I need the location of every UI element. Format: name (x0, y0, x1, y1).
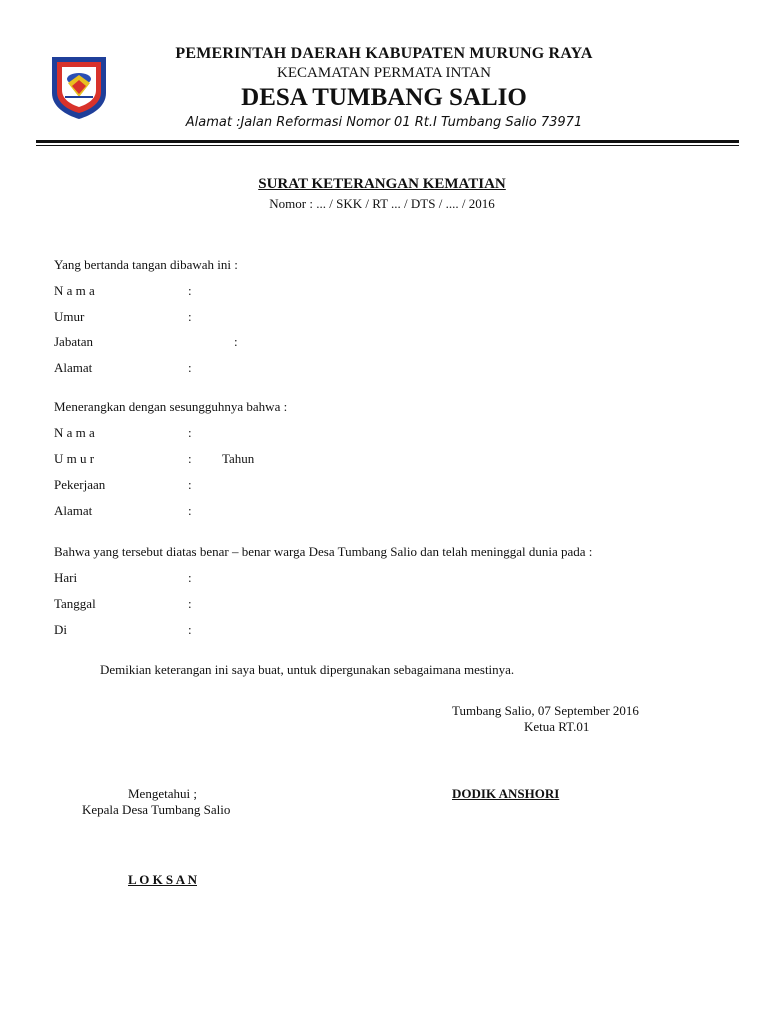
header-divider-thin (36, 145, 739, 146)
section2-label-nama: N a m a (54, 425, 95, 440)
section2-label-umur: U m u r (54, 451, 95, 466)
section3-intro: Bahwa yang tersebut diatas benar – benar warga Desa Tumbang Salio dan telah meninggal dunia pada : (54, 544, 593, 559)
letter-title: SURAT KETERANGAN KEMATIAN (258, 176, 506, 192)
section1-label-alamat: Alamat (54, 360, 93, 375)
letter-number: Nomor : ... / SKK / RT ... / DTS / .... / 2016 (269, 196, 495, 211)
section1-label-jabatan: Jabatan (54, 334, 93, 349)
section3-colon: : (188, 596, 192, 611)
signer-role-village-head: Kepala Desa Tumbang Salio (82, 802, 231, 817)
section1-colon: : (188, 309, 192, 324)
section2-label-alamat: Alamat (54, 503, 93, 518)
place-and-date: Tumbang Salio, 07 September 2016 (452, 703, 639, 718)
signer-name-rt: DODIK ANSHORI (452, 786, 560, 801)
section2-umur-unit: Tahun (222, 451, 255, 466)
section3-label-di: Di (54, 622, 67, 637)
section2-colon: : (188, 503, 192, 518)
section2-label-pekerjaan: Pekerjaan (54, 477, 106, 492)
section3-label-tanggal: Tanggal (54, 596, 96, 611)
section3-colon: : (188, 622, 192, 637)
section2-colon: : (188, 451, 192, 466)
section2-intro: Menerangkan dengan sesungguhnya bahwa : (54, 399, 288, 414)
section2-colon: : (188, 477, 192, 492)
section1-intro: Yang bertanda tangan dibawah ini : (54, 257, 238, 272)
section2-colon: : (188, 425, 192, 440)
section1-label-umur: Umur (54, 309, 85, 324)
village-name: DESA TUMBANG SALIO (241, 84, 527, 111)
header-divider-thick (36, 140, 739, 143)
section3-label-hari: Hari (54, 570, 78, 585)
signer-name-village-head: L O K S A N (128, 872, 197, 887)
section1-label-nama: N a m a (54, 283, 95, 298)
closing-statement: Demikian keterangan ini saya buat, untuk dipergunakan sebagaimana mestinya. (100, 662, 515, 677)
government-line: PEMERINTAH DAERAH KABUPATEN MURUNG RAYA (175, 45, 593, 62)
section1-colon: : (188, 283, 192, 298)
village-address: Alamat :Jalan Reformasi Nomor 01 Rt.I Tumbang Salio 73971 (185, 115, 583, 130)
section1-colon: : (234, 334, 238, 349)
section3-colon: : (188, 570, 192, 585)
signer-role-rt: Ketua RT.01 (524, 719, 590, 734)
district-line: KECAMATAN PERMATA INTAN (277, 65, 491, 81)
section1-colon: : (188, 360, 192, 375)
acknowledge-label: Mengetahui ; (128, 786, 197, 801)
